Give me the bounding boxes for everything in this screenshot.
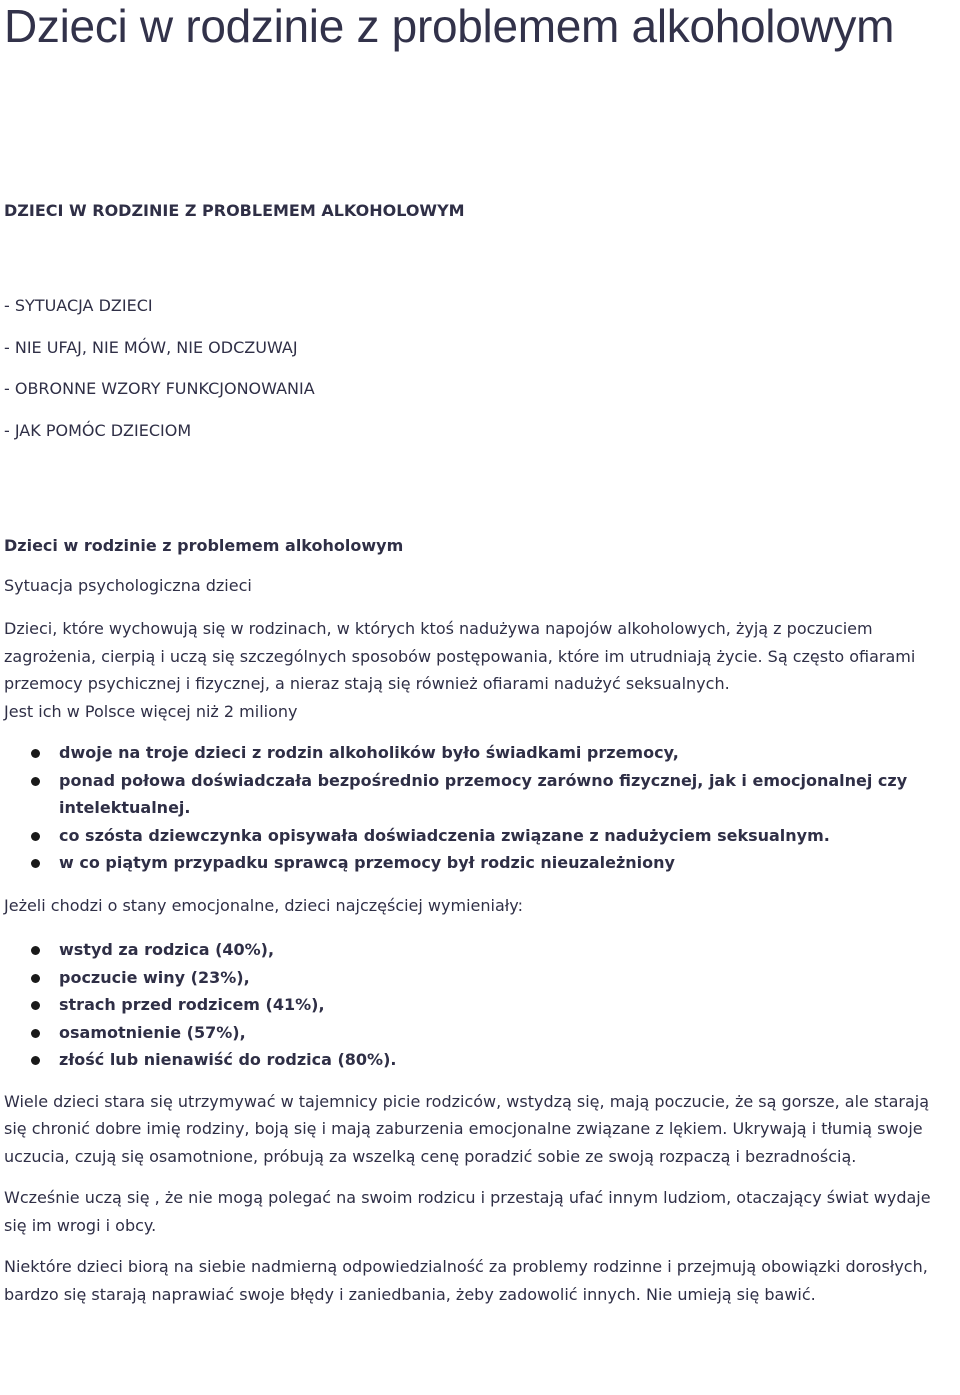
duties-paragraph: Niektóre dzieci biorą na siebie nadmierną odpowiedzialność za problemy rodzinne i przejmują obowiązki dorosłych, bardzo się starają naprawiać swoje błędy i zaniedbania, żeby zadowolić innych. Nie umieją się bawić. xyxy=(4,1257,928,1304)
section-situation xyxy=(4,533,956,1308)
facts-list xyxy=(4,739,956,877)
list-item-text: złość lub nienawiść do rodzica (80%). xyxy=(59,1050,397,1069)
list-item-text: dwoje na troje dzieci z rodzin alkoholików było świadkami przemocy, xyxy=(59,743,679,762)
bullet-dot-icon xyxy=(31,946,40,955)
list-item-text: w co piątym przypadku sprawcą przemocy był rodzic nieuzależniony xyxy=(59,853,675,872)
toc-item: - SYTUACJA DZIECI xyxy=(4,296,153,315)
table-of-contents xyxy=(4,285,315,451)
bullet-dot-icon xyxy=(31,777,40,786)
list-item-text: ponad połowa doświadczała bezpośrednio przemocy zarówno fizycznej, jak i emocjonalnej czy intelektualnej. xyxy=(59,770,908,817)
list-item-text: osamotnienie (57%), xyxy=(59,1022,246,1042)
toc-item: - JAK POMÓC DZIECIOM xyxy=(4,420,192,440)
trust-paragraph: Wcześnie uczą się , że nie mogą polegać na swoim rodzicu i przestają ufać innym ludziom, otaczający świat wydaje się im wrogi i obcy. xyxy=(4,1188,931,1235)
list-item xyxy=(4,822,956,850)
intro-paragraph: Dzieci, które wychowują się w rodzinach, w których ktoś nadużywa napojów alkoholowych, żyją z poczuciem zagrożenia, cierpią i uczą się szczególnych sposobów postępowania, które im utrudniają życie. Są często ofiarami przemocy psychicznej i fizycznej, a nieraz stają się również ofiarami nadużyć seksualnych. xyxy=(4,619,916,693)
list-item-text: strach przed rodzicem (41%), xyxy=(59,995,325,1014)
bullet-dot-icon xyxy=(31,1029,40,1038)
list-item xyxy=(4,964,956,992)
list-item xyxy=(4,936,956,964)
emotions-list xyxy=(4,936,956,1074)
bullet-dot-icon xyxy=(31,1001,40,1010)
toc-item: - OBRONNE WZORY FUNKCJONOWANIA xyxy=(4,379,315,398)
list-item-text: wstyd za rodzica (40%), xyxy=(59,940,275,959)
toc-item: - NIE UFAJ, NIE MÓW, NIE ODCZUWAJ xyxy=(4,337,298,357)
document-subtitle: DZIECI W RODZINIE Z PROBLEMEM ALKOHOLOWYM xyxy=(4,201,465,220)
list-item xyxy=(4,1019,956,1047)
secrets-paragraph: Wiele dzieci stara się utrzymywać w tajemnicy picie rodziców, wstydzą się, mają poczucie, że są gorsze, ale starają się chronić dobre imię rodziny, boją się i mają zaburzenia emocjonalne związane z lękiem. Ukrywają i tłumią swoje uczucia, czują się osamotnione, próbują za wszelką cenę poradzić sobie ze swoją rozpaczą i bezradnością. xyxy=(4,1091,930,1166)
bullet-dot-icon xyxy=(31,749,40,758)
list-item-text: poczucie winy (23%), xyxy=(59,967,250,987)
list-item xyxy=(4,1046,956,1074)
document-title: Dzieci w rodzinie z problemem alkoholowym xyxy=(4,0,895,52)
bullet-dot-icon xyxy=(31,832,40,841)
count-line: Jest ich w Polsce więcej niż 2 miliony xyxy=(4,701,298,721)
list-item xyxy=(4,767,956,822)
list-item xyxy=(4,849,956,877)
bullet-dot-icon xyxy=(31,859,40,868)
list-item xyxy=(4,991,956,1019)
bullet-dot-icon xyxy=(31,974,40,983)
section-heading: Dzieci w rodzinie z problemem alkoholowym xyxy=(4,536,404,555)
emotions-intro: Jeżeli chodzi o stany emocjonalne, dzieci najczęściej wymieniały: xyxy=(4,895,523,915)
list-item xyxy=(4,739,956,767)
bullet-dot-icon xyxy=(31,1056,40,1065)
section-subheading: Sytuacja psychologiczna dzieci xyxy=(4,576,252,595)
list-item-text: co szósta dziewczynka opisywała doświadczenia związane z nadużyciem seksualnym. xyxy=(59,825,830,845)
